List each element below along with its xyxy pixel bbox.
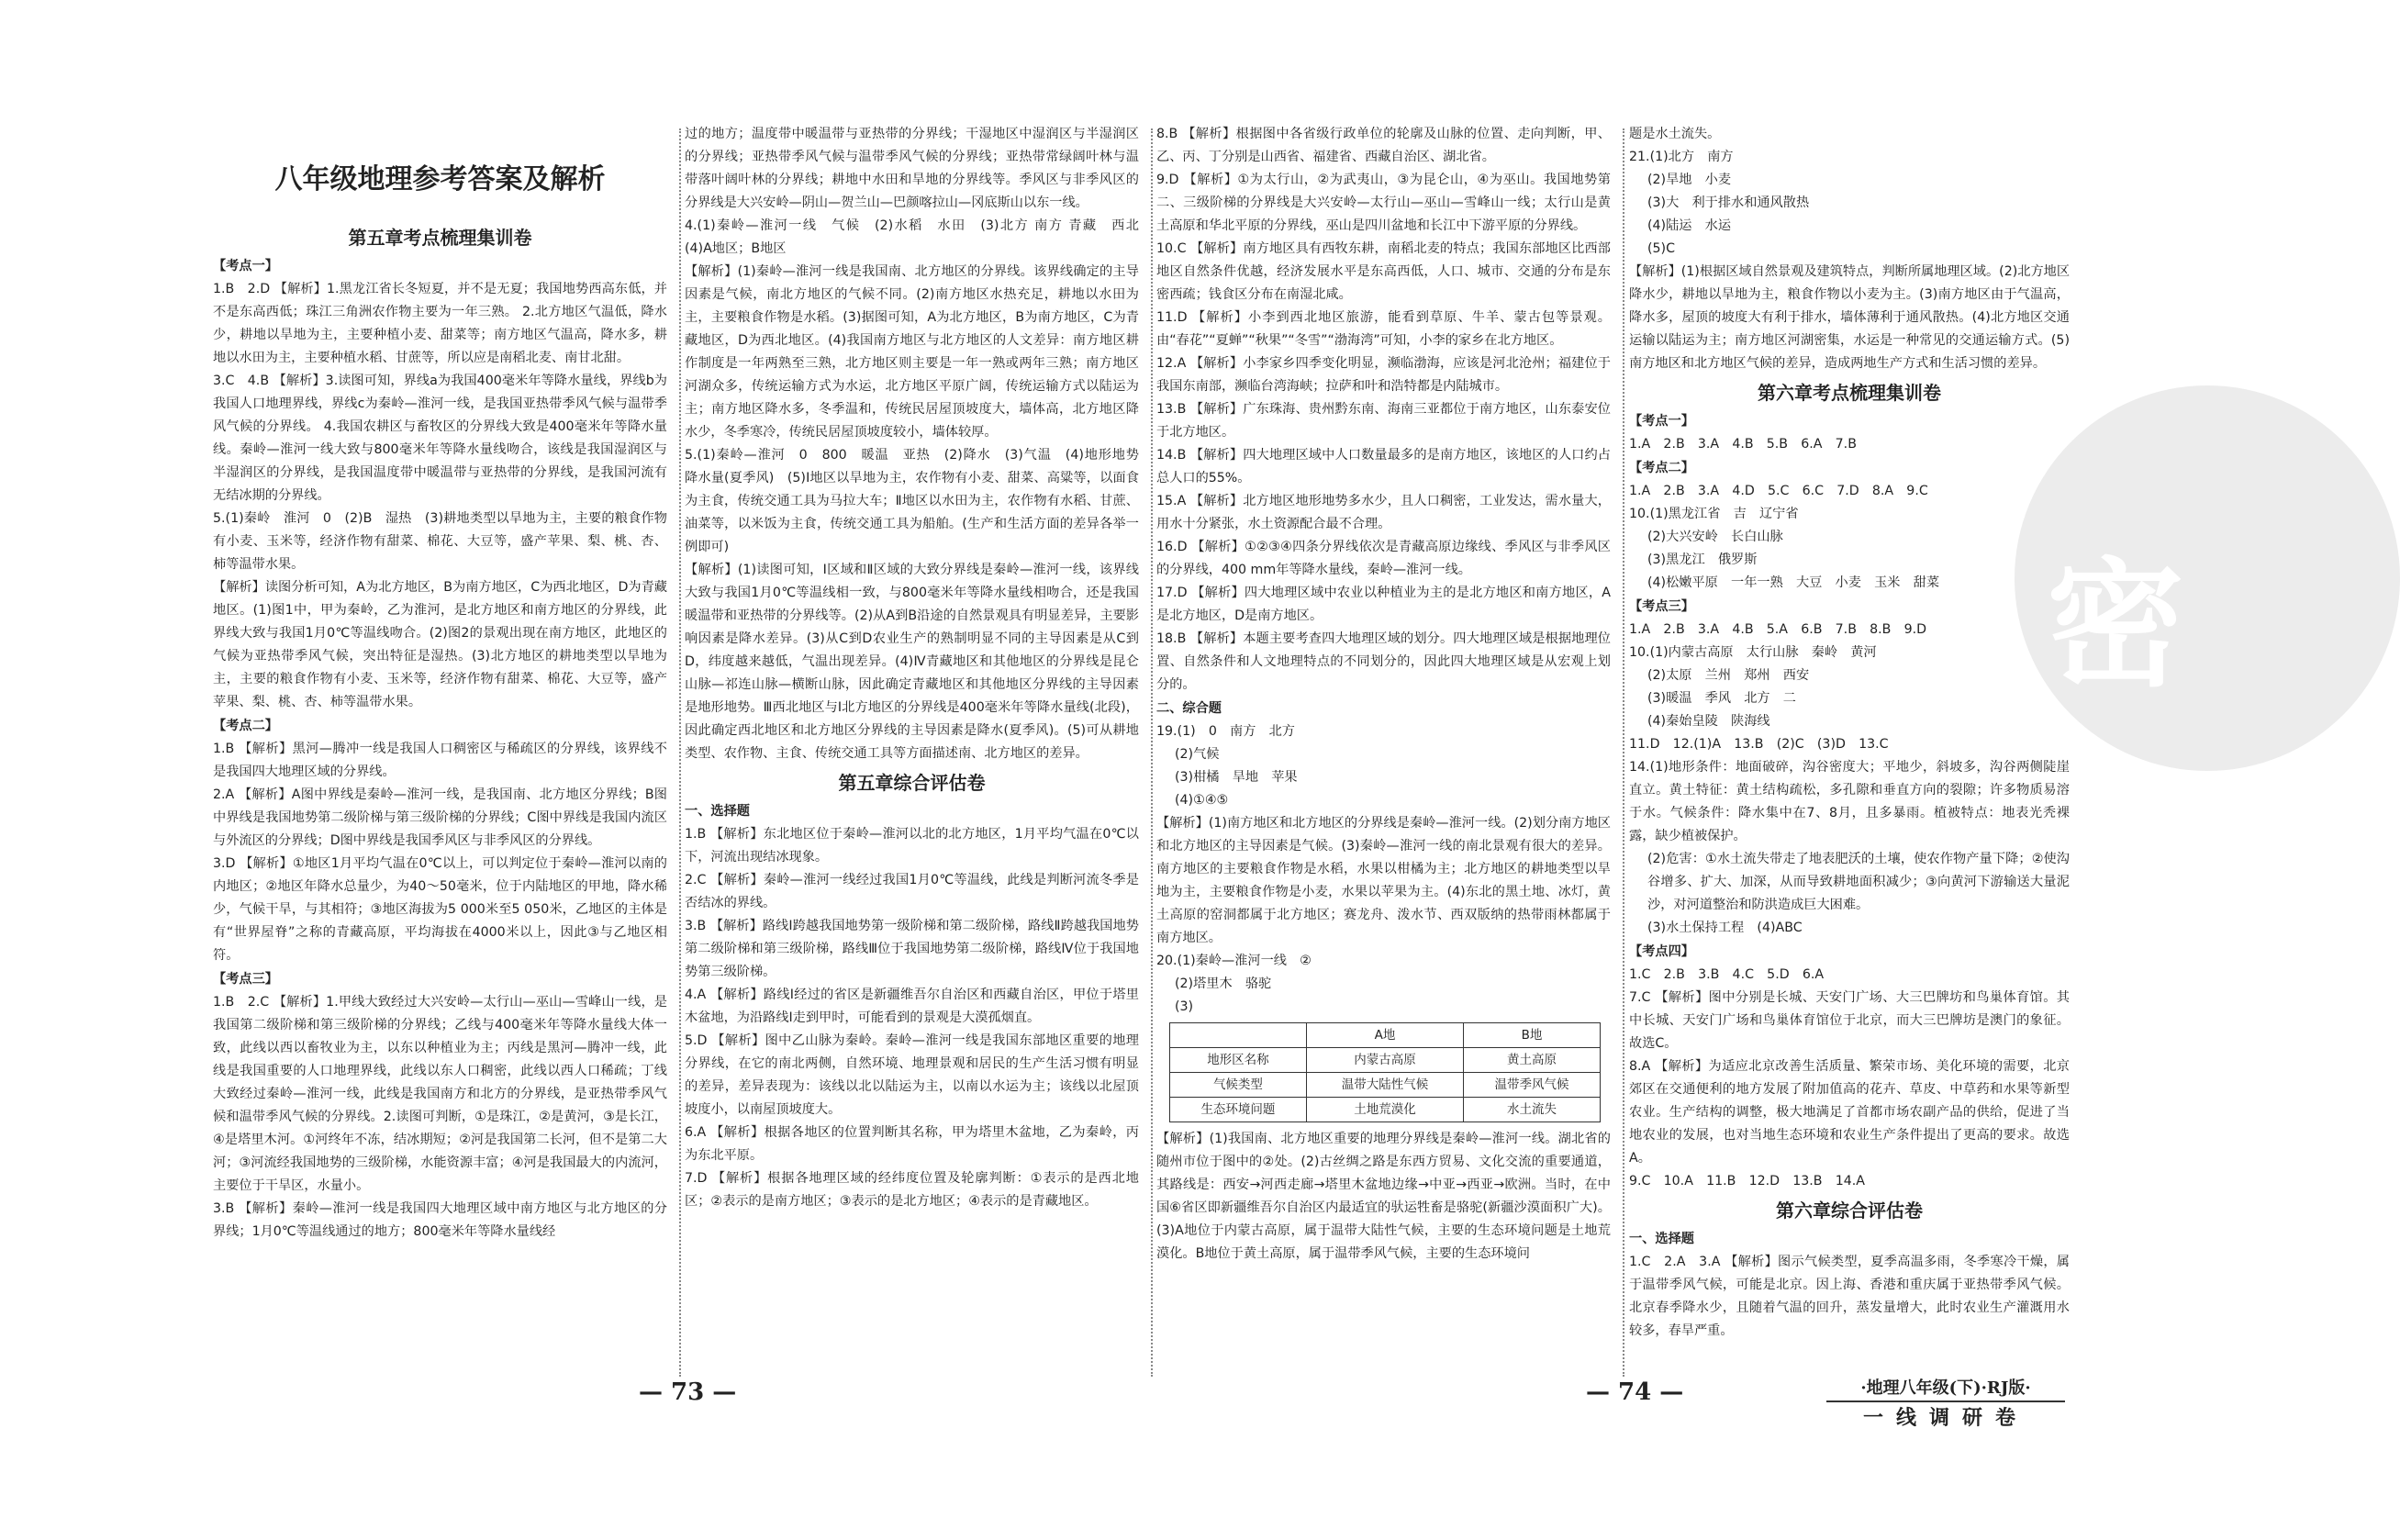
table-cell: 生态环境问题 bbox=[1170, 1098, 1307, 1122]
answer-paragraph: 3.C 4.B 【解析】3.读图可知，界线a为我国400毫米年等降水量线，界线b为我国人口地理界线，界线c为秦岭—淮河一线，是我国亚热带季风气候与温带季风气候的分界线。 4.我国农耕区与畜牧区的分界线大致是400毫米年等降水量线。秦岭—淮河一线大致与800毫米年等降水量线吻合，该线是我国湿润区与半湿润区的分界线，是我国温度带中暖温带与亚热带的分界线，是我国河流有无结冰期的分界线。 bbox=[213, 374, 667, 503]
answer-paragraph: 3.B 【解析】秦岭—淮河一线是我国四大地理区域中南方地区与北方地区的分界线；1月0℃等温线通过的地方；800毫米年等降水量线经 bbox=[213, 1201, 667, 1239]
answer-paragraph: 1.A 2.B 3.A 4.D 5.C 6.C 7.D 8.A 9.C bbox=[1629, 484, 1928, 498]
page-number-right: — 74 — bbox=[1586, 1378, 1684, 1406]
answer-paragraph: 16.D 【解析】①②③④四条分界线依次是青藏高原边缘线、季风区与非季风区的分界线，400 mm年等降水量线，秦岭—淮河一线。 bbox=[1156, 540, 1611, 577]
column-divider bbox=[1623, 128, 1624, 1377]
chapter-heading: 第六章综合评估卷 bbox=[1776, 1200, 1923, 1222]
answer-paragraph: 9.C 10.A 11.B 12.D 13.B 14.A bbox=[1629, 1174, 1865, 1188]
section-heading: 一、选择题 bbox=[685, 804, 750, 819]
page-number-left: — 73 — bbox=[639, 1378, 737, 1406]
answer-paragraph: 9.D 【解析】①为太行山，②为武夷山，③为昆仑山，④为巫山。我国地势第二、三级阶梯的分界线是大兴安岭—太行山—巫山—雪峰山一线；太行山是黄土高原和华北平原的分界线，巫山是四川盆地和长江中下游平原的分界线。 bbox=[1156, 173, 1611, 233]
document-title: 八年级地理参考答案及解析 bbox=[274, 163, 606, 195]
table-cell: 黄土高原 bbox=[1464, 1048, 1601, 1073]
column-1 bbox=[213, 130, 667, 1374]
chapter-heading: 第六章考点梳理集训卷 bbox=[1758, 382, 1941, 404]
answer-paragraph: 8.B 【解析】根据图中各省级行政单位的轮廓及山脉的位置、走向判断，甲、乙、丙、丁分别是山西省、福建省、西藏自治区、湖北省。 bbox=[1156, 127, 1611, 164]
answer-paragraph: 3.D 【解析】①地区1月平均气温在0℃以上，可以判定位于秦岭—淮河以南的内地区；②地区年降水总量少，为40～50毫米，位于内陆地区的甲地，降水稀少，气候干旱，与其相符；③地区海拔为5 000米至5 050米，乙地区的主体是有“世界屋脊”之称的青藏高原，平均海拔在4000米以上，因此③与乙地区相符。 bbox=[213, 856, 667, 963]
answer-paragraph: (2)旱地 小麦 bbox=[1647, 173, 1732, 187]
answer-paragraph: (4)松嫩平原 一年一熟 大豆 小麦 玉米 甜菜 bbox=[1647, 575, 1940, 590]
answer-paragraph: (2)大兴安岭 长白山脉 bbox=[1647, 530, 1783, 544]
answer-paragraph: 18.B 【解析】本题主要考查四大地理区域的划分。四大地理区域是根据地理位置、自然条件和人文地理特点的不同划分的，因此四大地理区域是从宏观上划分的。 bbox=[1156, 631, 1611, 692]
section-heading: 【考点三】 bbox=[1629, 599, 1694, 614]
answer-paragraph: 12.A 【解析】小李家乡四季变化明显，濒临渤海，应该是河北沧州；福建位于我国东南部，濒临台湾海峡；拉萨和叶和浩特都是内陆城市。 bbox=[1156, 356, 1611, 394]
answer-paragraph: 11.D 【解析】小李到西北地区旅游，能看到草原、牛羊、蒙古包等景观。由“春花”“夏蝉”“秋果”“冬雪”“渤海湾”可知，小李的家乡在北方地区。 bbox=[1156, 310, 1611, 348]
table-cell: 地形区名称 bbox=[1170, 1048, 1307, 1073]
answer-paragraph: (3)柑橘 旱地 苹果 bbox=[1175, 770, 1298, 785]
table-row bbox=[1170, 1048, 1601, 1073]
answer-paragraph: 8.A 【解析】为适应北京改善生活质量、繁荣市场、美化环境的需要，北京郊区在交通便利的地方发展了附加值高的花卉、草皮、中草药和水果等新型农业。生产结构的调整，极大地满足了首都市场农副产品的供给，促进了当地农业的发展，也对当地生态环境和农业生产条件提出了更高的要求。故选A。 bbox=[1629, 1059, 2070, 1166]
answer-paragraph: (3)水土保持工程 (4)ABC bbox=[1647, 921, 1803, 935]
table-header-cell bbox=[1170, 1023, 1307, 1048]
answer-paragraph: 1.B 【解析】黑河—腾冲一线是我国人口稠密区与稀疏区的分界线，该界线不是我国四大地理区域的分界线。 bbox=[213, 742, 667, 779]
answer-paragraph: 20.(1)秦岭—淮河一线 ② bbox=[1156, 954, 1312, 968]
answer-paragraph: (3)黑龙江 俄罗斯 bbox=[1647, 552, 1758, 567]
answer-paragraph: 【解析】读图分析可知，A为北方地区，B为南方地区，C为西北地区，D为青藏地区。(1)图1中，甲为秦岭，乙为淮河，是北方地区和南方地区的分界线，此界线大致与我国1月0℃等温线吻合。(2)图2的景观出现在南方地区，此地区的气候为亚热带季风气候，突出特征是湿热。(3)北方地区的耕地类型以旱地为主，主要的粮食作物有小麦、玉米等，经济作物有甜菜、棉花、大豆等，盛产苹果、梨、桃、杏、柿等温带水果。 bbox=[213, 580, 667, 709]
answer-paragraph: 11.D 12.(1)A 13.B (2)C (3)D 13.C bbox=[1629, 737, 1889, 752]
section-heading: 【考点三】 bbox=[213, 972, 278, 987]
answer-paragraph: 【解析】(1)根据区域自然景观及建筑特点，判断所属地理区域。(2)北方地区降水少，耕地以旱地为主，粮食作物以小麦为主。(3)南方地区由于气温高，降水多，屋顶的坡度大有利于排水，墙体薄利于通风散热。(4)北方地区交通运输以陆运为主；南方地区河湖密集，水运是一种常见的交通运输方式。(5)南方地区和北方地区气候的差异，造成两地生产方式和生活习惯的差异。 bbox=[1629, 264, 2071, 371]
answer-paragraph: (2)太原 兰州 郑州 西安 bbox=[1647, 668, 1810, 683]
answer-paragraph: (2)危害：①水土流失带走了地表肥沃的土壤，使农作物产量下降；②使沟谷增多、扩大、加深，从而导致耕地面积减少；③向黄河下游输送大量泥沙，对河道整治和防洪造成巨大困难。 bbox=[1647, 852, 2070, 912]
footer-edition: ·地理八年级(下)·RJ版· bbox=[1826, 1377, 2065, 1402]
answer-paragraph: (5)C bbox=[1647, 241, 1676, 256]
section-heading: 一、选择题 bbox=[1629, 1232, 1694, 1246]
answer-paragraph: 10.(1)黑龙江省 吉 辽宁省 bbox=[1629, 507, 1799, 521]
answer-paragraph: 7.D 【解析】根据各地理区域的经纬度位置及轮廓判断：①表示的是西北地区；②表示的是南方地区；③表示的是北方地区；④表示的是青藏地区。 bbox=[685, 1171, 1139, 1209]
answer-paragraph: 4.(1)秦岭—淮河一线 气候 (2)水稻 水田 (3)北方 南方 青藏 西北 (4)A地区；B地区 bbox=[685, 218, 1153, 256]
footer-series: 一线调研卷 bbox=[1862, 1406, 2028, 1430]
section-heading: 二、综合题 bbox=[1156, 701, 1222, 716]
table-cell: 气候类型 bbox=[1170, 1073, 1307, 1098]
answer-paragraph: 10.(1)内蒙古高原 太行山脉 秦岭 黄河 bbox=[1629, 645, 1877, 660]
table-row bbox=[1170, 1073, 1601, 1098]
answer-paragraph: 【解析】(1)秦岭—淮河一线是我国南、北方地区的分界线。该界线确定的主导因素是气候，南北方地区的气候不同。(2)南方地区水热充足，耕地以水田为主，主要粮食作物是水稻。(3)据图可知，A为北方地区，B为南方地区，C为青藏地区，D为西北地区。(4)我国南方地区与北方地区的人文差异：南方地区耕作制度是一年两熟至三熟，北方地区则主要是一年一熟或两年三熟；南方地区河湖众多，传统运输方式为水运，北方地区平原广阔，传统运输方式以陆运为主；南方地区降水多，冬季温和，传统民居屋顶坡度大，墙体高，北方地区降水少，冬季寒冷，传统民居屋顶坡度较小，墙体较厚。 bbox=[685, 264, 1139, 440]
answer-paragraph: (2)塔里木 骆驼 bbox=[1175, 976, 1272, 991]
column-divider bbox=[679, 128, 681, 1377]
answer-paragraph: 15.A 【解析】北方地区地形地势多水少，且人口稠密，工业发达，需水量大，用水十分紧张，水土资源配合最不合理。 bbox=[1156, 494, 1611, 531]
answer-table bbox=[1169, 1022, 1601, 1122]
answer-paragraph: 1.B 2.D 【解析】1.黑龙江省长冬短夏，并不是无夏；我国地势西高东低，并不是东高西低；珠江三角洲农作物主要为一年三熟。 2.北方地区气温低，降水少，耕地以旱地为主，主要种植小麦、甜菜等；南方地区气温高，降水多，耕地以水田为主，主要种植水稻、甘蔗等，所以应是南稻北麦、南甘北甜。 bbox=[213, 282, 667, 365]
answer-paragraph: 3.B 【解析】路线Ⅰ跨越我国地势第一级阶梯和第二级阶梯，路线Ⅱ跨越我国地势第二级阶梯和第三级阶梯，路线Ⅲ位于我国地势第二级阶梯，路线Ⅳ位于我国地势第三级阶梯。 bbox=[685, 919, 1139, 979]
column-3 bbox=[1156, 123, 1611, 1367]
answer-paragraph: 1.A 2.B 3.A 4.B 5.B 6.A 7.B bbox=[1629, 437, 1857, 452]
table-cell: 温带季风气候 bbox=[1464, 1073, 1601, 1098]
answer-paragraph: (3)暖温 季风 北方 二 bbox=[1647, 691, 1796, 706]
answer-paragraph: 1.C 2.A 3.A 【解析】图示气候类型，夏季高温多雨，冬季寒冷干燥，属于温带季风气候，可能是北京。因上海、香港和重庆属于亚热带季风气候。北京春季降水少，且随着气温的回升，蒸发量增大，此时农业生产灌溉用水较多，春旱严重。 bbox=[1629, 1255, 2070, 1338]
answer-paragraph: (3)大 利于排水和通风散热 bbox=[1647, 195, 1810, 210]
table-cell: 土地荒漠化 bbox=[1306, 1098, 1463, 1122]
answer-paragraph: 2.A 【解析】A图中界线是秦岭—淮河一线，是我国南、北方地区分界线；B图中界线是我国地势第二级阶梯与第三级阶梯的分界线；C图中界线是我国内流区与外流区的分界线；D图中界线是我国季风区与非季风区的分界线。 bbox=[213, 787, 667, 848]
chapter-heading: 第五章综合评估卷 bbox=[838, 772, 986, 794]
answer-paragraph: 过的地方；温度带中暖温带与亚热带的分界线；干湿地区中湿润区与半湿润区的分界线；亚热带季风气候与温带季风气候的分界线；亚热带常绿阔叶林与温带落叶阔叶林的分界线；耕地中水田和旱地的分界线等。季风区与非季风区的分界线是大兴安岭—阴山—贺兰山—巴颜喀拉山—冈底斯山以东一线。 bbox=[685, 127, 1139, 210]
section-heading: 【考点一】 bbox=[1629, 414, 1694, 429]
answer-paragraph: 14.(1)地形条件：地面破碎，沟谷密度大；平地少，斜坡多，沟谷两侧陡崖直立。黄土特征：黄土结构疏松，多孔隙和垂直方向的裂隙；许多物质易溶于水。气候条件：降水集中在7、8月，且多暴雨。植被特点：地表光秃裸露，缺少植被保护。 bbox=[1629, 760, 2070, 843]
answer-paragraph: 13.B 【解析】广东珠海、贵州黔东南、海南三亚都位于南方地区，山东泰安位于北方地区。 bbox=[1156, 402, 1611, 440]
answer-paragraph: (4)陆运 水运 bbox=[1647, 218, 1732, 233]
table-header-cell: B地 bbox=[1464, 1023, 1601, 1048]
answer-paragraph: 5.(1)秦岭 淮河 0 (2)B 湿热 (3)耕地类型以旱地为主，主要的粮食作物有小麦、玉米等，经济作物有甜菜、棉花、大豆等，盛产苹果、梨、桃、杏、柿等温带水果。 bbox=[213, 511, 667, 572]
section-heading: 【考点二】 bbox=[213, 719, 278, 733]
answer-paragraph: 2.C 【解析】秦岭—淮河一线经过我国1月0℃等温线，此线是判断河流冬季是否结冰的界线。 bbox=[685, 873, 1139, 910]
answer-paragraph: 6.A 【解析】根据各地区的位置判断其名称，甲为塔里木盆地，乙为秦岭，丙为东北平原。 bbox=[685, 1125, 1139, 1163]
answer-paragraph: (3) bbox=[1175, 999, 1194, 1014]
answer-paragraph: 题是水土流失。 bbox=[1629, 127, 1721, 141]
answer-paragraph: 14.B 【解析】四大地理区域中人口数量最多的是南方地区，该地区的人口约占总人口的55%。 bbox=[1156, 448, 1611, 485]
table-cell: 温带大陆性气候 bbox=[1306, 1073, 1463, 1098]
answer-paragraph: 1.A 2.B 3.A 4.B 5.A 6.B 7.B 8.B 9.D bbox=[1629, 622, 1927, 637]
answer-paragraph: 1.B 2.C 【解析】1.甲线大致经过大兴安岭—太行山—巫山—雪峰山一线，是我国第二级阶梯和第三级阶梯的分界线；乙线与400毫米年等降水量线大体一致，此线以西以畜牧业为主，以东以种植业为主；丙线是黑河—腾冲一线，此线是我国重要的人口地理界线，此线以东人口稠密，此线以西人口稀疏；丁线大致经过秦岭—淮河一线，此线是我国南方和北方的分界线，是亚热带季风气候和温带季风气候的分界线。2.读图可判断，①是珠江，②是黄河，③是长江，④是塔里木河。①河终年不冻，结冰期短；②河是我国第二长河，但不是第二大河；③河流经我国地势的三级阶梯，水能资源丰富；④河是我国最大的内流河，主要位于干旱区，水量小。 bbox=[213, 995, 667, 1193]
footer-brand bbox=[1826, 1377, 2065, 1434]
answer-paragraph: 【解析】(1)我国南、北方地区重要的地理分界线是秦岭—淮河一线。湖北省的随州市位于图中的②处。(2)古丝绸之路是东西方贸易、文化交流的重要通道，其路线是：西安→河西走廊→塔里木盆地边缘→中亚→西亚→欧洲。当时，在中国⑥省区即新疆维吾尔自治区内最适宜的驮运牲畜是骆驼(新疆沙漠面积广大)。(3)A地位于内蒙古高原，属于温带大陆性气候，主要的生态环境问题是土地荒漠化。B地位于黄土高原，属于温带季风气候，主要的生态环境问 bbox=[1156, 1132, 1611, 1261]
table-row bbox=[1170, 1098, 1601, 1122]
table-header-cell: A地 bbox=[1306, 1023, 1463, 1048]
section-heading: 【考点四】 bbox=[1629, 944, 1694, 959]
answer-paragraph: (4)①④⑤ bbox=[1175, 793, 1229, 808]
section-heading: 【考点二】 bbox=[1629, 461, 1694, 475]
answer-paragraph: 【解析】(1)读图可知，Ⅰ区域和Ⅱ区域的大致分界线是秦岭—淮河一线，该界线大致与我国1月0℃等温线相一致，与800毫米年等降水量线相吻合，还是我国暖温带和亚热带的分界线等。(2)从A到B沿途的自然景观具有明显差异，主要影响因素是降水差异。(3)从C到D农业生产的熟制明显不同的主导因素是从C到D，纬度越来越低，气温出现差异。(4)Ⅳ青藏地区和其他地区的分界线是昆仑山脉—祁连山脉—横断山脉，因此确定青藏地区和其他地区分界线的主导因素是地形地势。Ⅲ西北地区与Ⅰ北方地区的分界线是400毫米年等降水量线(北段)，因此确定西北地区和北方地区分界线的主导因素是降水(夏季风)。(5)可从耕地类型、农作物、主食、传统交通工具等方面描述南、北方地区的差异。 bbox=[685, 563, 1139, 761]
answer-paragraph: 4.A 【解析】路线Ⅰ经过的省区是新疆维吾尔自治区和西藏自治区，甲位于塔里木盆地，为沿路线Ⅰ走到甲时，可能看到的景观是大漠孤烟直。 bbox=[685, 988, 1139, 1025]
answer-paragraph: (4)秦始皇陵 陕海线 bbox=[1647, 714, 1770, 729]
answer-paragraph: 1.C 2.B 3.B 4.C 5.D 6.A bbox=[1629, 967, 1825, 982]
answer-paragraph: 17.D 【解析】四大地理区域中农业以种植业为主的是北方地区和南方地区，A是北方地区，D是南方地区。 bbox=[1156, 586, 1611, 623]
column-4 bbox=[1629, 123, 2070, 1367]
column-2 bbox=[685, 123, 1153, 1367]
table-cell: 水土流失 bbox=[1464, 1098, 1601, 1122]
answer-paragraph: 5.D 【解析】图中乙山脉为秦岭。秦岭—淮河一线是我国东部地区重要的地理分界线，在它的南北两侧，自然环境、地理景观和居民的生产生活习惯有明显的差异，差异表现为：该线以北以陆运为主，以南以水运为主；该线以北屋顶坡度小，以南屋顶坡度大。 bbox=[685, 1033, 1139, 1117]
answer-paragraph: 7.C 【解析】图中分别是长城、天安门广场、大三巴牌坊和鸟巢体育馆。其中长城、天安门广场和鸟巢体育馆位于北京，而大三巴牌坊是澳门的象征。故选C。 bbox=[1629, 990, 2070, 1051]
section-heading: 【考点一】 bbox=[213, 259, 278, 273]
answer-paragraph: 5.(1)秦岭—淮河 0 800 暖温 亚热 (2)降水 (3)气温 (4)地形地势 降水量(夏季风) (5)Ⅰ地区以旱地为主，农作物有小麦、甜菜、高粱等，以面食为主食，传统交通工具为马拉大车；Ⅱ地区以水田为主，农作物有水稻、甘蔗、油菜等，以米饭为主食，传统交通工具为船舶。(生产和生活方面的差异各举一例即可) bbox=[685, 448, 1153, 554]
answer-paragraph: 10.C 【解析】南方地区具有西牧东耕，南稻北麦的特点；我国东部地区比西部地区自然条件优越，经济发展水平是东高西低，人口、城市、交通的分布是东密西疏；钱食区分布在南湿北咸。 bbox=[1156, 241, 1611, 302]
answer-paragraph: 1.B 【解析】东北地区位于秦岭—淮河以北的北方地区，1月平均气温在0℃以下，河流出现结冰现象。 bbox=[685, 827, 1139, 865]
chapter-heading: 第五章考点梳理集训卷 bbox=[348, 227, 532, 249]
answer-paragraph: 19.(1) 0 南方 北方 bbox=[1156, 724, 1295, 739]
answer-paragraph: (2)气候 bbox=[1175, 747, 1220, 762]
table-cell: 内蒙古高原 bbox=[1306, 1048, 1463, 1073]
answer-paragraph: 21.(1)北方 南方 bbox=[1629, 150, 1734, 164]
answer-paragraph: 【解析】(1)南方地区和北方地区的分界线是秦岭—淮河一线。(2)划分南方地区和北方地区的主导因素是气候。(3)秦岭—淮河一线的南北景观有很大的差异。南方地区的主要粮食作物是水稻，水果以柑橘为主；北方地区的耕地类型以旱地为主，主要粮食作物是小麦，水果以苹果为主。(4)东北的黑土地、冰灯，黄土高原的窑洞都属于北方地区；赛龙舟、泼水节、西双版纳的热带雨林都属于南方地区。 bbox=[1156, 816, 1611, 945]
column-divider bbox=[1151, 128, 1153, 1377]
watermark-glyph: 密 bbox=[2047, 544, 2185, 706]
